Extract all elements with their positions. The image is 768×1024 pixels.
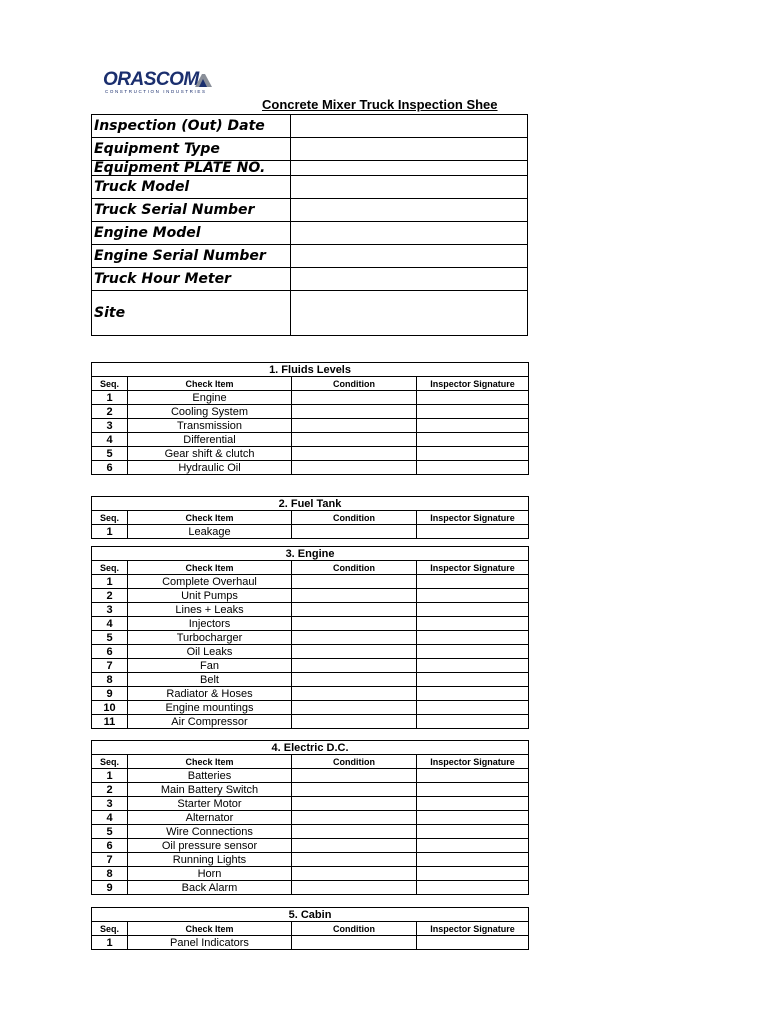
table-row [92,701,529,715]
row-check-item: Panel Indicators [128,936,292,950]
info-label-engine-model: Engine Model [92,222,291,245]
table-row [92,525,529,539]
signature-cell[interactable] [417,447,529,461]
column-header-condition: Condition [292,755,417,769]
condition-cell[interactable] [292,391,417,405]
condition-cell[interactable] [292,769,417,783]
condition-cell[interactable] [292,881,417,895]
row-seq: 6 [92,645,128,659]
row-seq: 4 [92,433,128,447]
row-seq: 3 [92,797,128,811]
column-header-check-item: Check Item [128,511,292,525]
column-header-seq: Seq. [92,755,128,769]
row-seq: 1 [92,575,128,589]
signature-cell[interactable] [417,631,529,645]
row-check-item: Main Battery Switch [128,783,292,797]
logo-wordmark: ORASCOM [103,69,199,90]
signature-cell[interactable] [417,645,529,659]
row-check-item: Injectors [128,617,292,631]
condition-cell[interactable] [292,589,417,603]
column-header-check-item: Check Item [128,561,292,575]
row-seq: 1 [92,391,128,405]
row-seq: 2 [92,405,128,419]
info-value-plate-no[interactable] [291,161,528,176]
condition-cell[interactable] [292,715,417,729]
column-header-condition: Condition [292,922,417,936]
signature-cell[interactable] [417,589,529,603]
section-table [91,362,529,475]
signature-cell[interactable] [417,797,529,811]
info-label-truck-model: Truck Model [92,176,291,199]
signature-cell[interactable] [417,461,529,475]
signature-cell[interactable] [417,701,529,715]
column-header-check-item: Check Item [128,755,292,769]
table-row [92,783,529,797]
condition-cell[interactable] [292,783,417,797]
info-value-engine-serial[interactable] [291,245,528,268]
condition-cell[interactable] [292,631,417,645]
table-row [92,631,529,645]
info-label-plate-no: Equipment PLATE NO. [92,161,291,176]
logo-subtitle: CONSTRUCTION INDUSTRIES [105,89,207,94]
signature-cell[interactable] [417,839,529,853]
row-seq: 6 [92,461,128,475]
signature-cell[interactable] [417,811,529,825]
signature-cell[interactable] [417,936,529,950]
logo-mark-icon [193,72,213,88]
table-row [92,769,529,783]
column-header-condition: Condition [292,561,417,575]
row-seq: 7 [92,853,128,867]
info-value-inspection-date[interactable] [291,115,528,138]
column-header-seq: Seq. [92,377,128,391]
row-check-item: Gear shift & clutch [128,447,292,461]
table-row [92,645,529,659]
section-title-row [92,741,529,755]
row-check-item: Turbocharger [128,631,292,645]
condition-cell[interactable] [292,673,417,687]
section-title: 5. Cabin [92,908,529,922]
column-header-seq: Seq. [92,561,128,575]
row-seq: 3 [92,603,128,617]
row-seq: 11 [92,715,128,729]
row-seq: 6 [92,839,128,853]
info-value-hour-meter[interactable] [291,268,528,291]
condition-cell[interactable] [292,405,417,419]
column-header-check-item: Check Item [128,377,292,391]
row-check-item: Hydraulic Oil [128,461,292,475]
table-row [92,617,529,631]
column-header-row [92,377,529,391]
table-row [92,867,529,881]
signature-cell[interactable] [417,419,529,433]
column-header-row [92,511,529,525]
table-row [92,811,529,825]
info-value-truck-model[interactable] [291,176,528,199]
row-seq: 9 [92,881,128,895]
condition-cell[interactable] [292,461,417,475]
condition-cell[interactable] [292,839,417,853]
table-row [92,391,529,405]
section-title-row [92,908,529,922]
row-check-item: Fan [128,659,292,673]
row-check-item: Lines + Leaks [128,603,292,617]
table-row [92,825,529,839]
column-header-signature: Inspector Signature [417,561,529,575]
row-check-item: Air Compressor [128,715,292,729]
table-row [92,447,529,461]
row-check-item: Engine mountings [128,701,292,715]
row-seq: 1 [92,525,128,539]
signature-cell[interactable] [417,867,529,881]
column-header-signature: Inspector Signature [417,377,529,391]
row-check-item: Engine [128,391,292,405]
info-row [92,291,528,336]
row-check-item: Differential [128,433,292,447]
row-check-item: Oil pressure sensor [128,839,292,853]
table-row [92,589,529,603]
condition-cell[interactable] [292,433,417,447]
table-row [92,461,529,475]
info-row [92,222,528,245]
row-check-item: Radiator & Hoses [128,687,292,701]
row-check-item: Starter Motor [128,797,292,811]
signature-cell[interactable] [417,603,529,617]
row-check-item: Transmission [128,419,292,433]
column-header-row [92,755,529,769]
signature-cell[interactable] [417,575,529,589]
row-check-item: Back Alarm [128,881,292,895]
table-row [92,433,529,447]
condition-cell[interactable] [292,867,417,881]
signature-cell[interactable] [417,783,529,797]
signature-cell[interactable] [417,687,529,701]
info-row [92,268,528,291]
section-table [91,740,529,895]
section-title: 1. Fluids Levels [92,363,529,377]
table-row [92,603,529,617]
section-table [91,546,529,729]
row-seq: 9 [92,687,128,701]
table-row [92,405,529,419]
signature-cell[interactable] [417,825,529,839]
info-label-hour-meter: Truck Hour Meter [92,268,291,291]
section-title: 2. Fuel Tank [92,497,529,511]
signature-cell[interactable] [417,433,529,447]
info-value-engine-model[interactable] [291,222,528,245]
row-check-item: Wire Connections [128,825,292,839]
info-row [92,161,528,176]
condition-cell[interactable] [292,419,417,433]
row-check-item: Complete Overhaul [128,575,292,589]
row-seq: 2 [92,589,128,603]
column-header-signature: Inspector Signature [417,922,529,936]
row-seq: 4 [92,617,128,631]
column-header-row [92,561,529,575]
info-label-truck-serial: Truck Serial Number [92,199,291,222]
row-check-item: Horn [128,867,292,881]
row-seq: 2 [92,783,128,797]
table-row [92,881,529,895]
section-title-row [92,547,529,561]
condition-cell[interactable] [292,853,417,867]
row-seq: 10 [92,701,128,715]
signature-cell[interactable] [417,617,529,631]
equipment-info-table [91,114,528,336]
document-title: Concrete Mixer Truck Inspection Shee [262,97,498,112]
signature-cell[interactable] [417,405,529,419]
table-row [92,673,529,687]
column-header-check-item: Check Item [128,922,292,936]
table-row [92,715,529,729]
info-row [92,115,528,138]
row-check-item: Running Lights [128,853,292,867]
section-title: 4. Electric D.C. [92,741,529,755]
row-seq: 8 [92,673,128,687]
signature-cell[interactable] [417,881,529,895]
signature-cell[interactable] [417,525,529,539]
row-seq: 5 [92,631,128,645]
condition-cell[interactable] [292,447,417,461]
column-header-signature: Inspector Signature [417,755,529,769]
info-value-equipment-type[interactable] [291,138,528,161]
section-title: 3. Engine [92,547,529,561]
table-row [92,936,529,950]
section-table [91,496,529,539]
signature-cell[interactable] [417,769,529,783]
info-label-equipment-type: Equipment Type [92,138,291,161]
condition-cell[interactable] [292,617,417,631]
info-label-site: Site [92,291,291,336]
row-seq: 4 [92,811,128,825]
row-seq: 7 [92,659,128,673]
condition-cell[interactable] [292,645,417,659]
section-title-row [92,497,529,511]
column-header-seq: Seq. [92,511,128,525]
signature-cell[interactable] [417,659,529,673]
row-check-item: Batteries [128,769,292,783]
row-seq: 5 [92,825,128,839]
section-table [91,907,529,950]
row-check-item: Alternator [128,811,292,825]
condition-cell[interactable] [292,701,417,715]
table-row [92,687,529,701]
table-row [92,839,529,853]
condition-cell[interactable] [292,659,417,673]
row-check-item: Unit Pumps [128,589,292,603]
table-row [92,797,529,811]
condition-cell[interactable] [292,797,417,811]
info-value-site[interactable] [291,291,528,336]
condition-cell[interactable] [292,825,417,839]
condition-cell[interactable] [292,575,417,589]
row-check-item: Oil Leaks [128,645,292,659]
table-row [92,853,529,867]
column-header-row [92,922,529,936]
condition-cell[interactable] [292,525,417,539]
column-header-seq: Seq. [92,922,128,936]
company-logo [103,70,215,96]
info-label-engine-serial: Engine Serial Number [92,245,291,268]
row-seq: 8 [92,867,128,881]
info-row [92,199,528,222]
info-label-inspection-date: Inspection (Out) Date [92,115,291,138]
section-title-row [92,363,529,377]
column-header-signature: Inspector Signature [417,511,529,525]
row-seq: 3 [92,419,128,433]
info-row [92,138,528,161]
row-seq: 5 [92,447,128,461]
condition-cell[interactable] [292,811,417,825]
row-seq: 1 [92,936,128,950]
row-check-item: Cooling System [128,405,292,419]
signature-cell[interactable] [417,673,529,687]
row-check-item: Belt [128,673,292,687]
condition-cell[interactable] [292,603,417,617]
column-header-condition: Condition [292,511,417,525]
condition-cell[interactable] [292,687,417,701]
info-row [92,245,528,268]
table-row [92,659,529,673]
table-row [92,575,529,589]
info-value-truck-serial[interactable] [291,199,528,222]
signature-cell[interactable] [417,391,529,405]
column-header-condition: Condition [292,377,417,391]
row-seq: 1 [92,769,128,783]
signature-cell[interactable] [417,715,529,729]
signature-cell[interactable] [417,853,529,867]
row-check-item: Leakage [128,525,292,539]
info-row [92,176,528,199]
condition-cell[interactable] [292,936,417,950]
table-row [92,419,529,433]
